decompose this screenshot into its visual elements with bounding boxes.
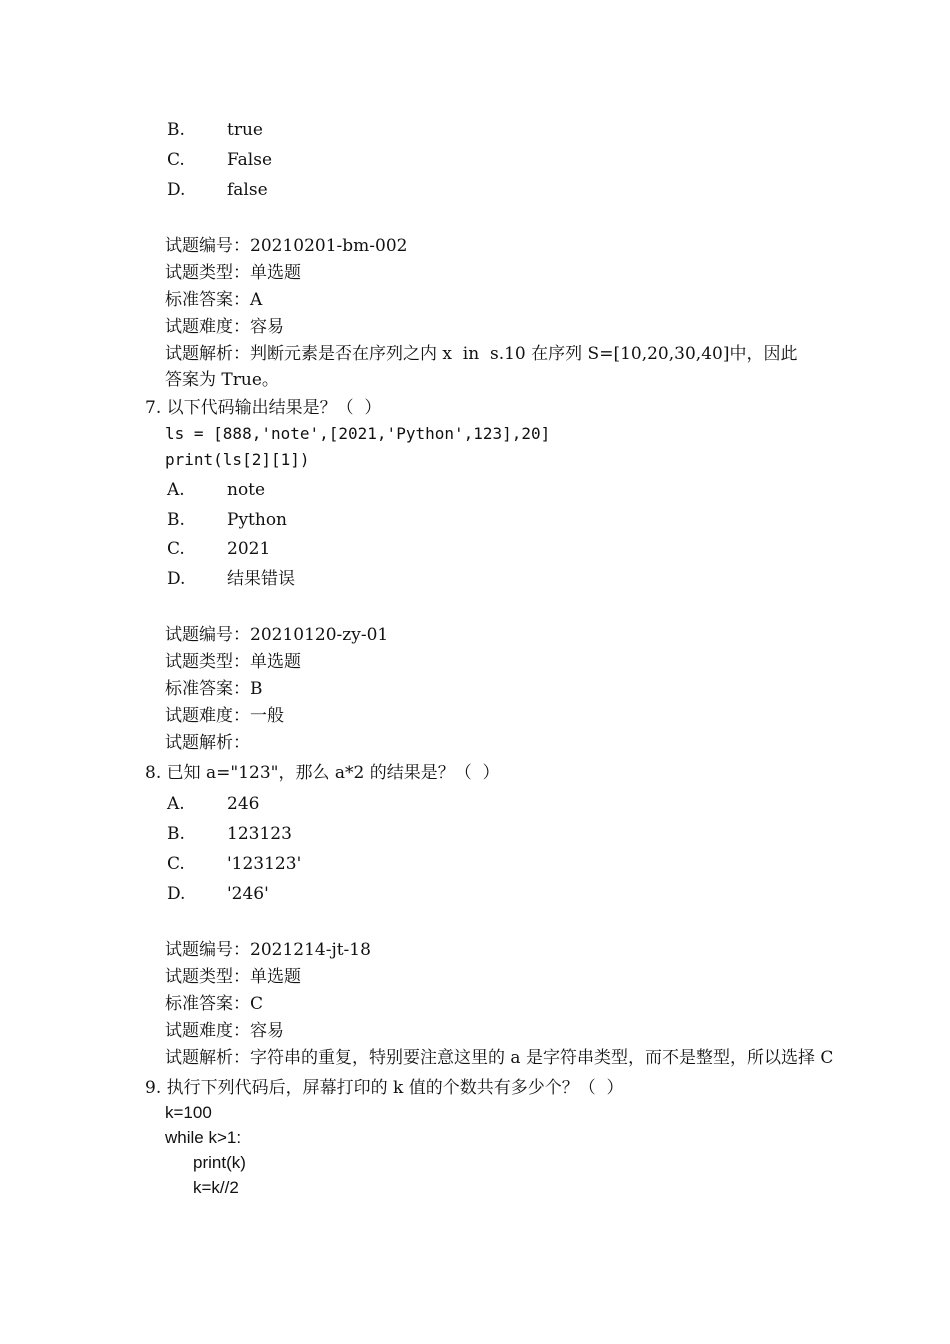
question-type: 试题类型：单选题	[165, 967, 301, 987]
option-b	[167, 510, 367, 530]
code-line: while k>1:	[165, 1128, 242, 1147]
question-7-stem: 7. 以下代码输出结果是？（ ）	[145, 398, 382, 418]
option-d	[167, 180, 367, 200]
option-text: 246	[227, 794, 260, 814]
option-c	[167, 854, 367, 874]
option-text: note	[227, 480, 266, 500]
analysis: 试题解析：	[165, 733, 250, 753]
option-letter: B.	[167, 824, 185, 844]
option-text: 2021	[227, 539, 271, 559]
option-text: '246'	[227, 884, 269, 904]
option-b	[167, 120, 367, 140]
option-d	[167, 884, 367, 904]
option-letter: C.	[167, 539, 185, 559]
difficulty: 试题难度：容易	[165, 1021, 284, 1041]
option-letter: B.	[167, 510, 185, 530]
analysis: 试题解析：字符串的重复，特别要注意这里的 a 是字符串类型，而不是整型，所以选择 C	[165, 1048, 834, 1068]
option-letter: D.	[167, 884, 186, 904]
option-text: Python	[227, 510, 288, 530]
option-letter: C.	[167, 150, 185, 170]
option-d	[167, 569, 367, 589]
standard-answer: 标准答案：B	[165, 679, 263, 699]
option-b	[167, 824, 367, 844]
difficulty: 试题难度：容易	[165, 317, 284, 337]
option-c	[167, 150, 367, 170]
difficulty: 试题难度：一般	[165, 706, 284, 726]
code-line: print(k)	[193, 1153, 246, 1172]
option-letter: A.	[167, 794, 185, 814]
option-text: true	[227, 120, 263, 140]
option-text: False	[227, 150, 272, 170]
option-letter: A.	[167, 480, 185, 500]
option-text: false	[227, 180, 268, 200]
question-9-stem: 9. 执行下列代码后，屏幕打印的 k 值的个数共有多少个？（ ）	[145, 1078, 624, 1098]
option-letter: D.	[167, 569, 186, 589]
question-type: 试题类型：单选题	[165, 263, 301, 283]
analysis: 试题解析：判断元素是否在序列之内 x in s.10 在序列 S=[10,20,30,40]中，因此	[165, 344, 798, 364]
option-letter: B.	[167, 120, 185, 140]
question-id: 试题编号：20210201-bm-002	[165, 236, 408, 256]
analysis-continued: 答案为 True。	[165, 370, 279, 390]
option-text: 结果错误	[227, 569, 295, 589]
code-line: k=100	[165, 1103, 212, 1122]
option-letter: D.	[167, 180, 186, 200]
standard-answer: 标准答案：A	[165, 290, 263, 310]
question-type: 试题类型：单选题	[165, 652, 301, 672]
option-a	[167, 794, 367, 814]
question-id: 试题编号：2021214-jt-18	[165, 940, 371, 960]
option-letter: C.	[167, 854, 185, 874]
code-line: ls = [888,'note',[2021,'Python',123],20]	[165, 424, 551, 443]
code-line: print(ls[2][1])	[165, 450, 310, 469]
question-id: 试题编号：20210120-zy-01	[165, 625, 389, 645]
option-text: '123123'	[227, 854, 302, 874]
code-line: k=k//2	[193, 1178, 239, 1197]
standard-answer: 标准答案：C	[165, 994, 264, 1014]
option-text: 123123	[227, 824, 292, 844]
option-c	[167, 539, 367, 559]
question-8-stem: 8. 已知 a="123"，那么 a*2 的结果是？（ ）	[145, 763, 500, 783]
option-a	[167, 480, 367, 500]
